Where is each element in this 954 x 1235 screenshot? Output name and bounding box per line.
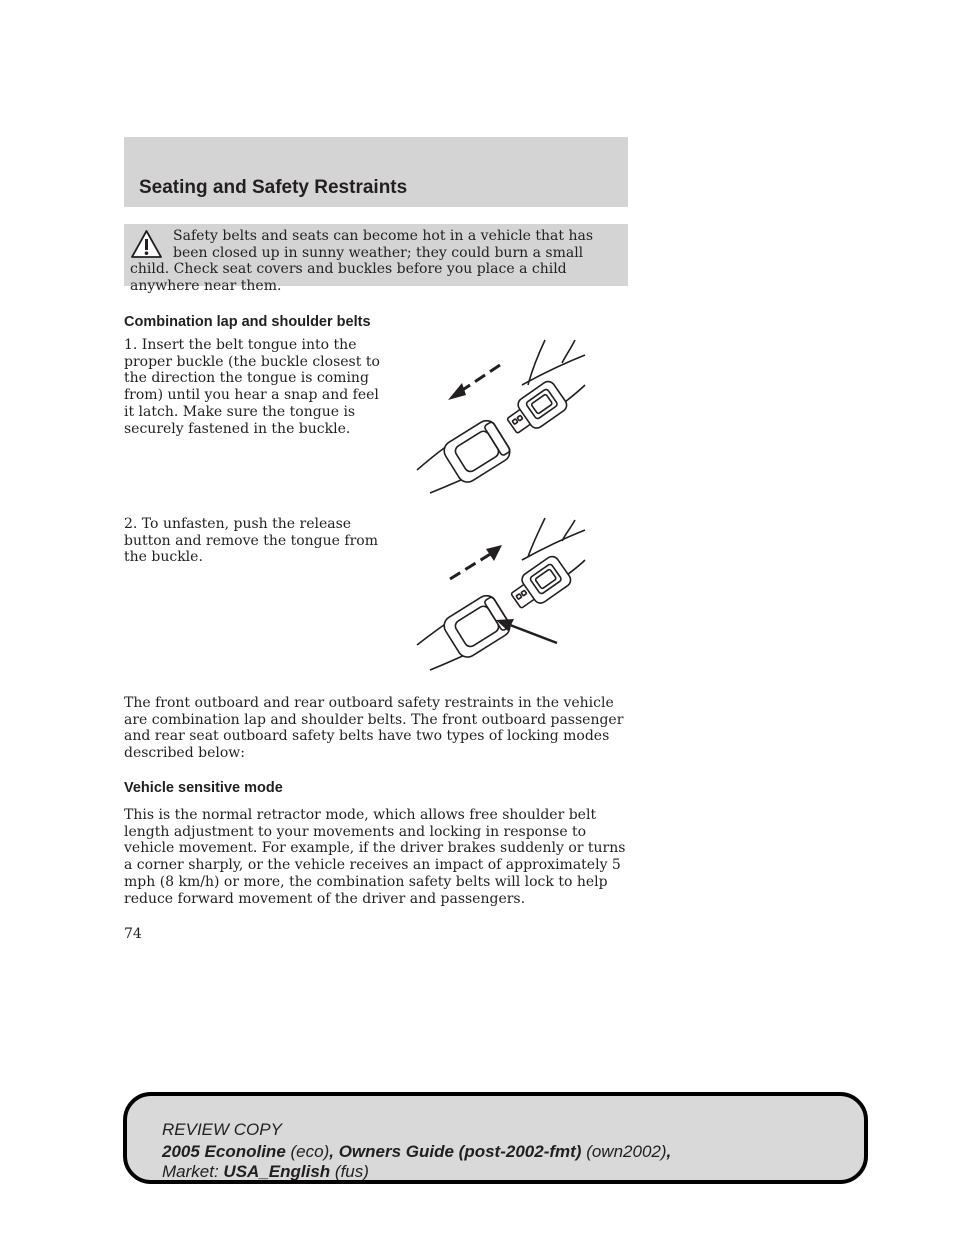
vehicle-sensitive-heading: Vehicle sensitive mode	[124, 780, 283, 796]
belt-insert-illustration	[410, 335, 595, 500]
vehicle-sensitive-paragraph: This is the normal retractor mode, which allows free shoulder belt length adjustment to your movements and locking in response to vehicle movement. For example, if the driver brakes suddenly or turns a corner sharply, or the vehicle receives an impact of approximately 5 mph (8 km/h) or more, the combination safety belts will lock to help reduce forward movement of the driver and passengers.	[124, 807, 626, 907]
footer-model-code: (eco)	[290, 1142, 330, 1161]
combination-belts-heading: Combination lap and shoulder belts	[124, 314, 371, 330]
page-number: 74	[124, 926, 142, 942]
step-1-text: 1. Insert the belt tongue into the proper buckle (the buckle closest to the direction the tongue is coming from) until you hear a snap and feel it latch. Make sure the tongue is securely fastened in the buckle.	[124, 337, 380, 437]
warning-text: Safety belts and seats can become hot in a vehicle that has been closed up in sunny weather; they could burn a small child. Check seat covers and buckles before you place a child anywhere near them.	[130, 228, 594, 294]
footer-market: USA_English	[223, 1162, 331, 1181]
review-footer	[123, 1092, 868, 1184]
footer-model: 2005 Econoline	[162, 1142, 286, 1161]
locking-modes-paragraph: The front outboard and rear outboard safety restraints in the vehicle are combination lap and shoulder belts. The front outboard passenger and rear seat outboard safety belts have two types of locking modes described below:	[124, 695, 624, 762]
footer-market-code: (fus)	[334, 1162, 369, 1181]
footer-guide-line	[162, 1142, 671, 1162]
footer-comma: ,	[666, 1142, 672, 1161]
footer-guide: , Owners Guide (post-2002-fmt)	[329, 1142, 582, 1161]
section-title: Seating and Safety Restraints	[139, 177, 408, 198]
belt-release-illustration	[417, 518, 585, 670]
footer-market-line	[162, 1162, 369, 1182]
review-copy-label: REVIEW COPY	[162, 1120, 282, 1139]
step-2-text: 2. To unfasten, push the release button and remove the tongue from the buckle.	[124, 516, 378, 566]
footer-guide-code: (own2002)	[586, 1142, 667, 1161]
footer-market-label: Market:	[162, 1162, 219, 1181]
